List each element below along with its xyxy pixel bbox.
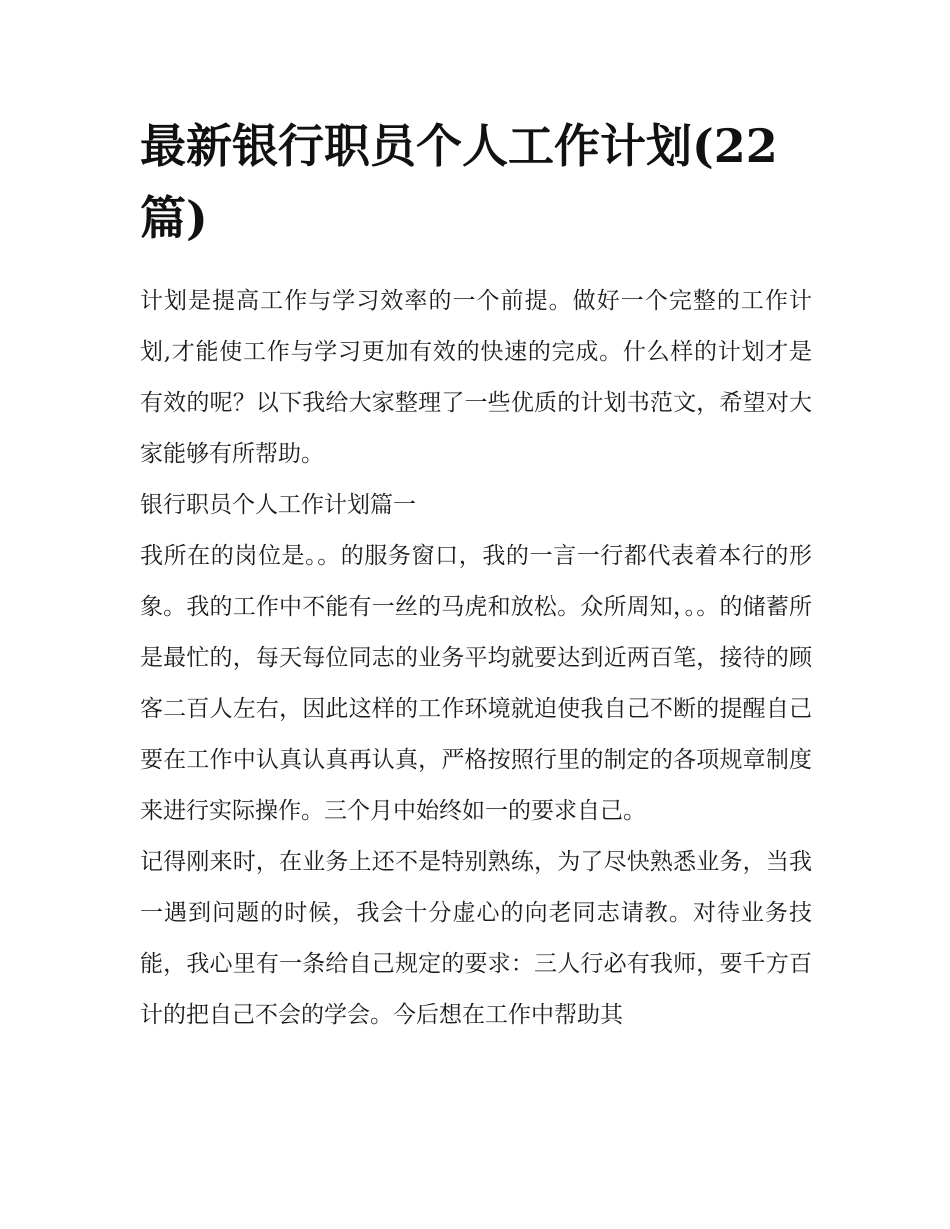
body-paragraph: 我所在的岗位是。。的服务窗口，我的一言一行都代表着本行的形象。我的工作中不能有一丝的马虎和放松。众所周知，。。的储蓄所是最忙的，每天每位同志的业务平均就要达到近两百笔，接待的顾客二百人左右，因此这样的工作环境就迫使我自己不断的提醒自己要在工作中认真认真再认真，严格按照行里的制定的各项规章制度来进行实际操作。三个月中始终如一的要求自己。 [140, 543, 812, 824]
document-title: 最新银行职员个人工作计划(22篇) [140, 119, 778, 245]
section-heading: 银行职员个人工作计划篇一 [140, 492, 416, 518]
body-paragraph: 记得刚来时，在业务上还不是特别熟练，为了尽快熟悉业务，当我一遇到问题的时候，我会十分虚心的向老同志请教。对待业务技能，我心里有一条给自己规定的要求：三人行必有我师，要千方百计的把自己不会的学会。今后想在工作中帮助其 [140, 849, 812, 1028]
document-body [140, 110, 812, 1041]
intro-paragraph: 计划是提高工作与学习效率的一个前提。做好一个完整的工作计划,才能使工作与学习更加有效的快速的完成。什么样的计划才是有效的呢？以下我给大家整理了一些优质的计划书范文，希望对大家能够有所帮助。 [140, 288, 812, 467]
